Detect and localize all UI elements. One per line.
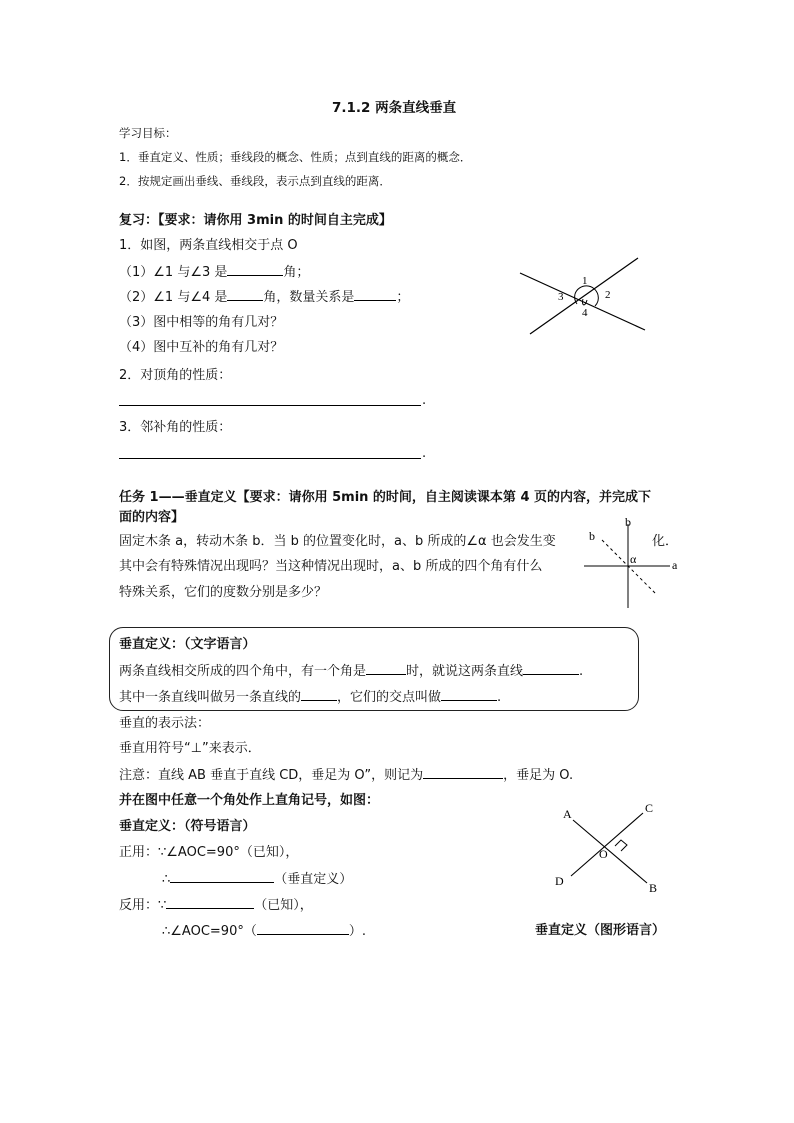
line-cd (571, 813, 643, 876)
answer-blank[interactable] (301, 688, 337, 701)
answer-blank[interactable] (441, 688, 497, 701)
angle-label-1: 1 (582, 275, 588, 287)
objective-item-2: 2．按规定画出垂线、垂线段，表示点到直线的距离． (119, 174, 391, 188)
answer-blank[interactable] (170, 870, 274, 883)
reverse-line1: 反用：∵ （已知）， (119, 898, 313, 913)
objectives-heading: 学习目标： (119, 126, 177, 140)
review-heading: 复习：【要求：请你用 3min 的时间自主完成】 (119, 213, 392, 228)
task1-heading-line1: 任务 1——垂直定义【要求：请你用 5min 的时间，自主阅读课本第 4 页的内容，并完成下 (119, 490, 652, 505)
angle-label-2: 2 (605, 289, 611, 301)
answer-blank[interactable] (227, 263, 283, 276)
page-title: 7.1.2 两条直线垂直 (332, 100, 457, 116)
label-D: D (555, 874, 564, 888)
definition-heading: 垂直定义：（文字语言） (119, 637, 256, 652)
task1-para-line3: 特殊关系，它们的度数分别是多少？ (119, 585, 328, 600)
notation-heading: 垂直的表示法： (119, 716, 211, 731)
objective-item-1: 1．垂直定义、性质；垂线段的概念、性质；点到直线的距离的概念． (119, 150, 472, 164)
label-A: A (563, 807, 572, 821)
rotating-sticks-figure (584, 514, 684, 610)
label-C: C (645, 801, 654, 815)
notation-note: 注意：直线 AB 垂直于直线 CD，垂足为 O”，则记为 ，垂足为 O. (119, 768, 574, 783)
answer-blank[interactable] (257, 922, 349, 935)
symbol-heading: 垂直定义：（符号语言） (119, 819, 256, 834)
answer-blank[interactable] (423, 766, 503, 779)
line-b-rotated (602, 540, 656, 594)
review-q1-stem: 1．如图，两条直线相交于点 O (119, 238, 298, 253)
forward-line1: 正用：∵∠AOC=90°（已知）， (119, 845, 299, 860)
review-q1-part2: （2）∠1 与∠4 是 角，数量关系是 ； (119, 290, 410, 305)
perpendicular-lines-figure (555, 798, 665, 898)
figure-caption: 垂直定义（图形语言） (535, 923, 666, 938)
review-q2: 2．对顶角的性质： (119, 368, 232, 383)
answer-blank[interactable] (166, 896, 254, 909)
definition-line1: 两条直线相交所成的四个角中，有一个角是 时，就说这两条直线 . (119, 664, 584, 679)
label-alpha: α (630, 552, 637, 566)
task1-para-line2: 其中会有特殊情况出现吗？当这种情况出现时，a、b 所成的四个角有什么 (119, 559, 543, 574)
task1-heading-line2: 面的内容】 (119, 510, 185, 525)
answer-blank[interactable] (354, 288, 396, 301)
review-q3: 3．邻补角的性质： (119, 420, 232, 435)
label-O: O (599, 847, 608, 861)
label-a: a (672, 558, 678, 572)
notation-instruction: 并在图中任意一个角处作上直角记号，如图： (119, 793, 380, 808)
line-2 (530, 258, 638, 334)
intersecting-lines-figure (515, 250, 650, 340)
review-q1-part1: （1）∠1 与∠3 是 角； (119, 265, 310, 280)
answer-line[interactable] (119, 458, 421, 459)
forward-line2: ∴ （垂直定义） (162, 872, 353, 887)
angle-arc-2 (595, 295, 598, 306)
answer-blank[interactable] (227, 288, 263, 301)
task1-para-line1-tail: 化． (652, 534, 679, 549)
end-mark: . (422, 446, 427, 461)
definition-line2: 其中一条直线叫做另一条直线的 ，它们的交点叫做 . (119, 690, 502, 705)
angle-label-4: 4 (582, 307, 588, 319)
end-mark: . (422, 393, 427, 408)
review-q1-part4: （4）图中互补的角有几对？ (119, 340, 284, 355)
answer-line[interactable] (119, 405, 421, 406)
line-ab (573, 820, 647, 883)
answer-blank[interactable] (523, 662, 579, 675)
angle-label-3: 3 (558, 291, 564, 303)
reverse-line2: ∴∠AOC=90°（ ）. (162, 924, 366, 939)
right-angle-mark (615, 840, 627, 851)
task1-para-line1: 固定木条 a，转动木条 b．当 b 的位置变化时，a、b 所成的∠α 也会发生变 (119, 534, 556, 549)
label-b-left: b (589, 529, 595, 543)
review-q1-part3: （3）图中相等的角有几对？ (119, 315, 284, 330)
notation-line1: 垂直用符号“⊥”来表示． (119, 741, 261, 756)
answer-blank[interactable] (366, 662, 406, 675)
label-b-top: b (625, 515, 631, 529)
label-B: B (649, 881, 658, 895)
